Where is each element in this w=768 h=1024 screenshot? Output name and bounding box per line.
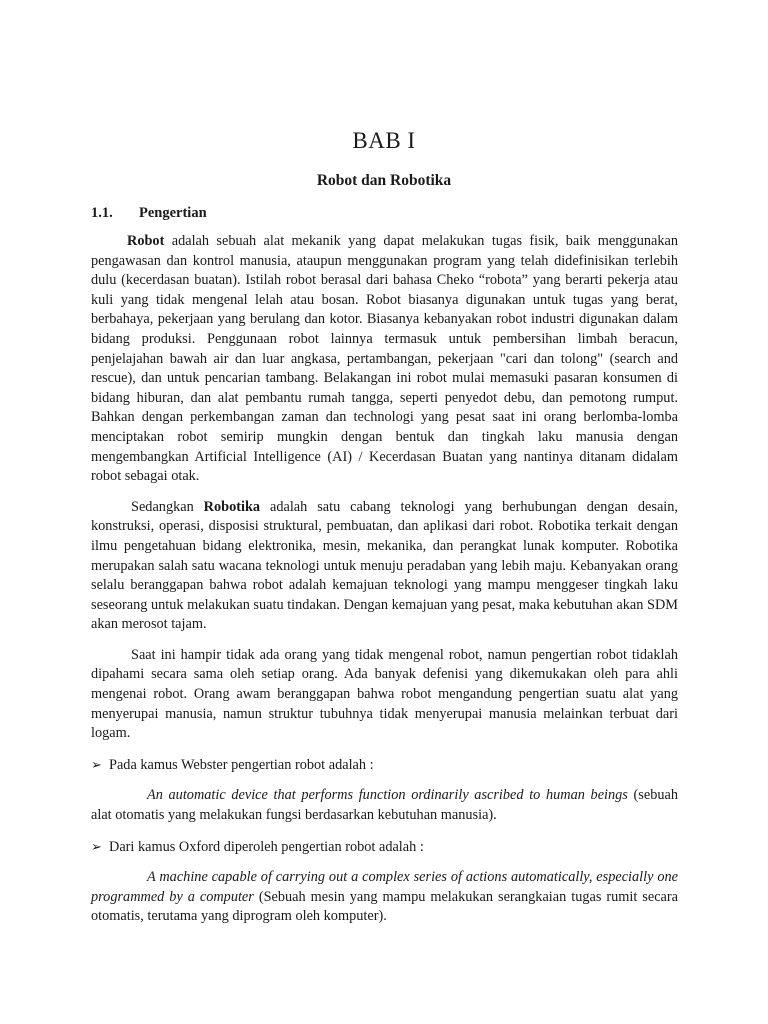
section-number: 1.1. [91,205,113,221]
arrow-bullet-icon: ➢ [91,838,102,854]
paragraph-robot-text: adalah sebuah alat mekanik yang dapat melakukan tugas fisik, baik menggunakan pengawasan dan kontrol manusia, ataupun menggunakan program yang telah didefinisikan terlebih dulu (kecerdasan buatan). Istilah robot berasal dari bahasa Cheko “robota” yang berarti pekerja atau kuli yang tidak mengenal lelah atau bosan. Robot biasanya digunakan untuk tugas yang berat, berbahaya, pekerjaan yang berulang dan kotor. Biasanya kebanyakan robot industri digunakan dalam bidang produksi. Penggunaan robot lainnya termasuk untuk pembersihan limbah beracun, penjelajahan bawah air dan luar angkasa, pertambangan, pekerjaan "cari dan tolong" (search and rescue), dan untuk pencarian tambang. Belakangan ini robot mulai memasuki pasaran konsumen di bidang hiburan, dan alat pembantu rumah tangga, seperti penyedot debu, dan pemotong rumput. Bahkan dengan perkembangan zaman dan technologi yang pesat saat ini orang berlomba-lomba menciptakan robot semirip mungkin dengan bentuk dan tingkah laku manusia dengan mengembangkan Artificial Intelligence (AI) / Kecerdasan Buatan yang nantinya ditanam didalam robot sebagai otak. [91,233,678,485]
term-robot: Robot [127,233,165,249]
oxford-quote [91,868,678,927]
paragraph-definitions: Saat ini hampir tidak ada orang yang tidak mengenal robot, namun pengertian robot tidaklah dipahami secara sama oleh setiap orang. Ada banyak defenisi yang dikemukakan oleh para ahli mengenai robot. Orang awam beranggapan bahwa robot mengandung pengertian suatu alat yang menyerupai manusia, namun struktur tubuhnya tidak menyerupai manusia melainkan terbuat dari logam. [91,646,678,742]
paragraph-robotika-text: adalah satu cabang teknologi yang berhubungan dengan desain, konstruksi, operasi, disposisi struktural, pembuatan, dan aplikasi dari robot. Robotika terkait dengan ilmu pengetahuan bidang elektronika, mesin, mekanika, dan perangkat lunak komputer. Robotika merupakan salah satu wacana teknologi untuk menuju peradaban yang lebih maju. Kebanyakan orang selalu beranggapan bahwa robot adalah kemajuan teknologi yang mampu menggeser tingkah laku seseorang untuk melakukan suatu tindakan. Dengan kemajuan yang pesat, maka kebutuhan akan SDM akan merosot tajam. [91,498,679,633]
paragraph-robotika-intro: Sedangkan [131,498,204,515]
paragraph-robot [91,232,678,487]
webster-label: Pada kamus Webster pengertian robot adalah : [109,756,374,773]
oxford-quote-english: A machine capable of carrying out a complex series of actions automatically, especially one programmed by a computer [91,869,678,905]
document-body [91,232,678,938]
chapter-subtitle: Robot dan Robotika [316,172,452,189]
webster-quote-english: An automatic device that performs function ordinarily ascribed to human beings [147,787,628,804]
webster-quote [91,786,678,825]
section-heading [91,205,207,222]
section-title: Pengertian [139,205,207,221]
webster-quote-translation: (sebuah alat otomatis yang melakukan fungsi berdasarkan kebutuhan manusia). [91,787,678,824]
list-item-webster [91,755,678,776]
oxford-label: Dari kamus Oxford diperoleh pengertian robot adalah : [109,838,424,855]
paragraph-robotika [91,498,678,635]
oxford-quote-translation: (Sebuah mesin yang mampu melakukan serangkaian tugas rumit secara otomatis, terutama yang diprogram oleh komputer). [91,888,679,925]
list-item-oxford [91,837,678,858]
term-robotika: Robotika [203,498,261,515]
arrow-bullet-icon: ➢ [91,756,102,772]
chapter-heading: BAB I [352,128,416,153]
